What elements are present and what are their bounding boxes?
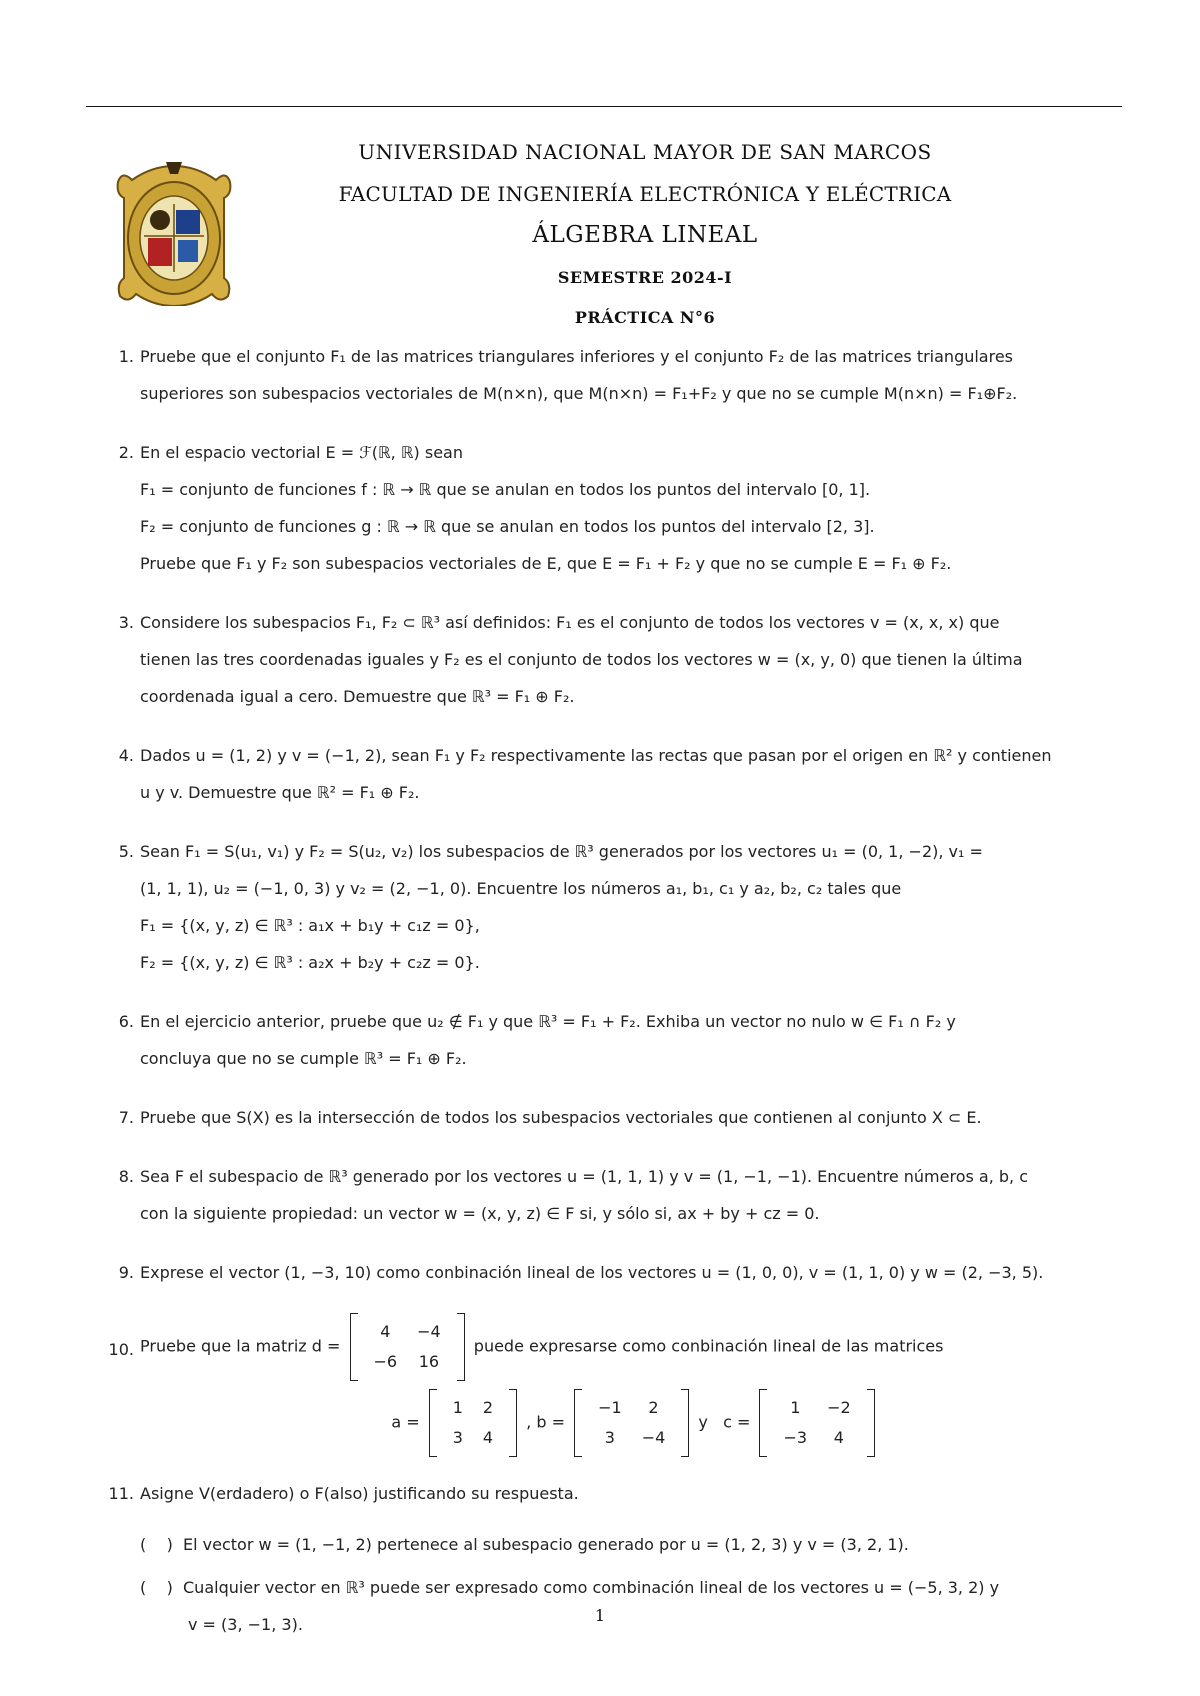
problem-text: con la siguiente propiedad: un vector w = (x, y, z) ∈ F si, y sólo si, ax + by + cz = 0. <box>140 1204 820 1223</box>
matrix-cell: −2 <box>827 1398 851 1417</box>
problem-4 <box>100 737 1130 811</box>
problem-10 <box>100 1313 1130 1457</box>
matrix-label: y c = <box>698 1412 751 1432</box>
problem-3 <box>100 604 1130 715</box>
problem-number: 9. <box>118 1263 134 1282</box>
problem-text: concluya que no se cumple ℝ³ = F₁ ⊕ F₂. <box>140 1049 467 1068</box>
problem-text: F₁ = conjunto de funciones f : ℝ → ℝ que se anulan en todos los puntos del intervalo [0, 1]. <box>140 480 871 499</box>
matrix-cell: 3 <box>604 1428 615 1447</box>
problem-text: Pruebe que S(X) es la intersección de todos los subespacios vectoriales que contienen al conjunto X ⊂ E. <box>140 1108 982 1127</box>
problem-text: Asigne V(erdadero) o F(also) justificando su respuesta. <box>140 1484 579 1503</box>
problem-10-statement <box>140 1313 1130 1381</box>
matrix-cell: 2 <box>648 1398 659 1417</box>
problem-text: Pruebe que la matriz d = <box>140 1336 341 1356</box>
problem-text: En el ejercicio anterior, pruebe que u₂ ∉ F₁ y que ℝ³ = F₁ + F₂. Exhiba un vector no nulo w ∈ F₁ ∩ F₂ y <box>140 1012 956 1031</box>
problem-number: 10. <box>108 1340 134 1359</box>
problem-number: 11. <box>108 1484 134 1503</box>
problem-text: superiores son subespacios vectoriales de M(n×n), que M(n×n) = F₁+F₂ y que no se cumple M(n×n) = F₁⊕F₂. <box>140 384 1018 403</box>
matrix-cell: 4 <box>833 1428 844 1447</box>
matrix-cell: −1 <box>598 1398 622 1417</box>
matrix-c <box>759 1389 874 1457</box>
problem-text: Exprese el vector (1, −3, 10) como conbinación lineal de los vectores u = (1, 0, 0), v = (1, 1, 0) y w = (2, −3, 5). <box>140 1263 1044 1282</box>
problem-text: Pruebe que el conjunto F₁ de las matrices triangulares inferiores y el conjunto F₂ de las matrices triangulares <box>140 347 1014 366</box>
matrix-b <box>574 1389 689 1457</box>
problem-8 <box>100 1158 1130 1232</box>
true-false-option-1: ( ) El vector w = (1, −1, 2) pertenece al subespacio generado por u = (1, 2, 3) y v = (3, 2, 1). <box>140 1535 909 1554</box>
problem-6 <box>100 1003 1130 1077</box>
problem-text: puede expresarse como conbinación lineal de las matrices <box>473 1336 944 1356</box>
problem-text: u y v. Demuestre que ℝ² = F₁ ⊕ F₂. <box>140 783 420 802</box>
problem-number: 1. <box>118 347 134 366</box>
problem-list <box>100 338 1130 1665</box>
problem-1 <box>100 338 1130 412</box>
problem-number: 3. <box>118 613 134 632</box>
matrix-cell: 1 <box>790 1398 801 1417</box>
problem-text: coordenada igual a cero. Demuestre que ℝ³ = F₁ ⊕ F₂. <box>140 687 575 706</box>
matrix-label: , b = <box>526 1412 565 1432</box>
problem-text: Pruebe que F₁ y F₂ son subespacios vectoriales de E, que E = F₁ + F₂ y que no se cumple E = F₁ ⊕ F₂. <box>140 554 952 573</box>
problem-9 <box>100 1254 1130 1291</box>
matrix-cell: 2 <box>482 1398 494 1417</box>
matrix-label: a = <box>391 1412 420 1432</box>
matrix-cell: −4 <box>641 1428 666 1447</box>
problem-text: Sea F el subespacio de ℝ³ generado por los vectores u = (1, 1, 1) y v = (1, −1, −1). Encuentre números a, b, c <box>140 1167 1029 1186</box>
matrix-cell: −6 <box>373 1352 398 1371</box>
problem-number: 8. <box>118 1167 134 1186</box>
matrix-cell: −3 <box>783 1428 808 1447</box>
page-number: 1 <box>594 1606 606 1625</box>
problem-text: tienen las tres coordenadas iguales y F₂ es el conjunto de todos los vectores w = (x, y, 0) que tienen la última <box>140 650 1023 669</box>
problem-text: F₂ = conjunto de funciones g : ℝ → ℝ que se anulan en todos los puntos del intervalo [2, 3]. <box>140 517 875 536</box>
semester-label: SEMESTRE 2024-I <box>557 268 733 287</box>
problem-number: 5. <box>118 842 134 861</box>
problem-text: Considere los subespacios F₁, F₂ ⊂ ℝ³ así definidos: F₁ es el conjunto de todos los vectores v = (x, x, x) que <box>140 613 1000 632</box>
problem-text: (1, 1, 1), u₂ = (−1, 0, 3) y v₂ = (2, −1, 0). Encuentre los números a₁, b₁, c₁ y a₂, b₂, c₂ tales que <box>140 879 902 898</box>
true-false-option-2-continued: v = (3, −1, 3). <box>188 1615 303 1634</box>
matrix-cell: 1 <box>452 1398 463 1417</box>
problem-text: F₁ = {(x, y, z) ∈ ℝ³ : a₁x + b₁y + c₁z = 0}, <box>140 916 480 935</box>
matrix-a <box>429 1389 517 1457</box>
problem-7 <box>100 1099 1130 1136</box>
true-false-option-2: ( ) Cualquier vector en ℝ³ puede ser expresado como combinación lineal de los vectores u = (−5, 3, 2) y <box>140 1578 1000 1597</box>
matrix-cell: 16 <box>418 1352 440 1371</box>
matrices-row <box>140 1389 1130 1457</box>
practice-title: PRÁCTICA N°6 <box>574 308 716 327</box>
problem-text: En el espacio vectorial E = ℱ(ℝ, ℝ) sean <box>140 443 463 462</box>
problem-number: 2. <box>118 443 134 462</box>
faculty-title: FACULTAD DE INGENIERÍA ELECTRÓNICA Y ELÉCTRICA <box>338 182 952 206</box>
top-rule <box>86 106 1122 107</box>
problem-number: 4. <box>118 746 134 765</box>
problem-2 <box>100 434 1130 582</box>
problem-number: 7. <box>118 1108 134 1127</box>
problem-text: Sean F₁ = S(u₁, v₁) y F₂ = S(u₂, v₂) los subespacios de ℝ³ generados por los vectores u₁ = (0, 1, −2), v₁ = <box>140 842 983 861</box>
matrix-cell: 4 <box>380 1322 391 1341</box>
course-title: ÁLGEBRA LINEAL <box>532 222 758 248</box>
matrix-d <box>350 1313 465 1381</box>
matrix-cell: 3 <box>452 1428 463 1447</box>
problem-5 <box>100 833 1130 981</box>
problem-number: 6. <box>118 1012 134 1031</box>
problem-text: F₂ = {(x, y, z) ∈ ℝ³ : a₂x + b₂y + c₂z = 0}. <box>140 953 480 972</box>
problem-text: Dados u = (1, 2) y v = (−1, 2), sean F₁ y F₂ respectivamente las rectas que pasan por el origen en ℝ² y contienen <box>140 746 1052 765</box>
university-seal-icon <box>114 160 234 306</box>
university-title: UNIVERSIDAD NACIONAL MAYOR DE SAN MARCOS <box>358 140 932 164</box>
matrix-cell: −4 <box>417 1322 441 1341</box>
matrix-cell: 4 <box>482 1428 494 1447</box>
